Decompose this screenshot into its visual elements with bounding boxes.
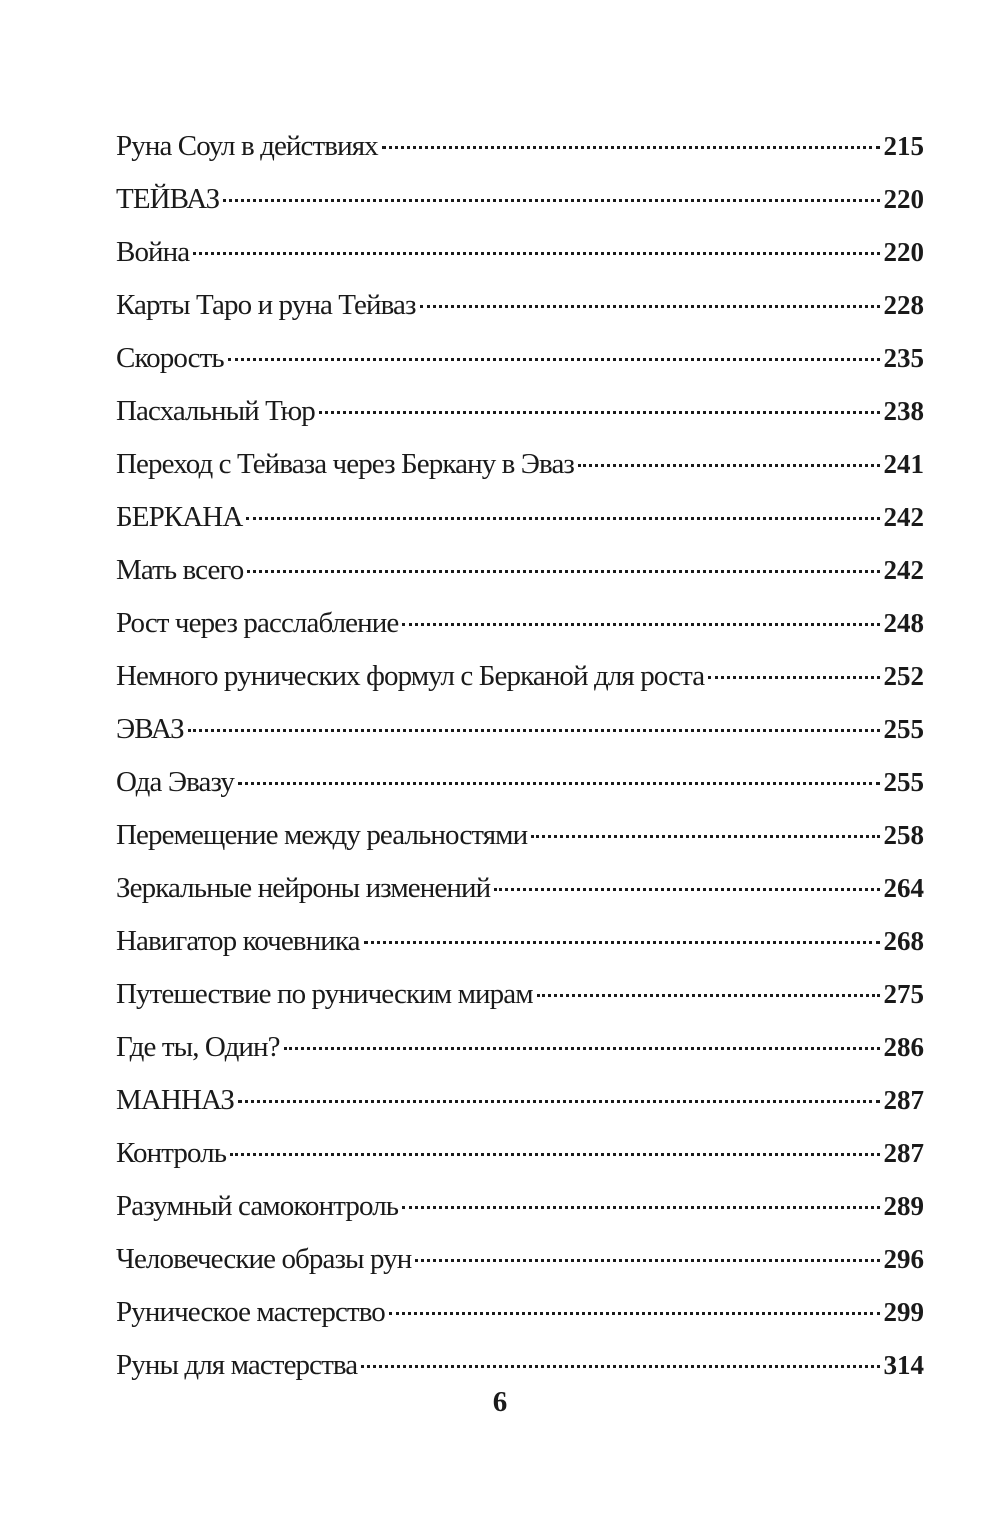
- toc-entry-page: 215: [883, 131, 924, 161]
- toc-entry-title: Где ты, Один?: [116, 1031, 280, 1063]
- toc-entry-title: Человеческие образы рун: [116, 1243, 412, 1275]
- dot-leader: [223, 199, 879, 202]
- toc-entry-page: 235: [883, 343, 924, 373]
- toc-entry-page: 241: [883, 449, 924, 479]
- toc-entry-title: Рост через расслабление: [116, 607, 399, 639]
- toc-entry: [116, 438, 924, 491]
- toc-entry-page: 275: [883, 979, 924, 1009]
- toc-entry-page: 228: [883, 290, 924, 320]
- toc-entry-title: Переход с Тейваза через Беркану в Эваз: [116, 448, 574, 480]
- toc-entry: [116, 862, 924, 915]
- toc-entry-page: 314: [883, 1350, 924, 1380]
- toc-entry-page: 289: [883, 1191, 924, 1221]
- toc-entry-title: Навигатор кочевника: [116, 925, 360, 957]
- toc-entry: [116, 120, 924, 173]
- toc-entry-title: ТЕЙВАЗ: [116, 183, 220, 215]
- toc-entry-title: Руны для мастерства: [116, 1349, 358, 1381]
- toc-entry: [116, 1180, 924, 1233]
- dot-leader: [361, 1365, 879, 1368]
- toc-entry-page: 258: [883, 820, 924, 850]
- toc-entry-page: 296: [883, 1244, 924, 1274]
- toc-entry: [116, 650, 924, 703]
- page-number: 6: [492, 1386, 508, 1418]
- toc-entry-title: ЭВАЗ: [116, 713, 184, 745]
- dot-leader: [578, 464, 880, 467]
- toc-entry-page: 238: [883, 396, 924, 426]
- dot-leader: [364, 941, 880, 944]
- dot-leader: [537, 994, 880, 997]
- toc-entry: [116, 968, 924, 1021]
- toc-entry-title: Скорость: [116, 342, 224, 374]
- dot-leader: [284, 1047, 880, 1050]
- toc-entry: [116, 597, 924, 650]
- toc-entry-title: Ода Эвазу: [116, 766, 235, 798]
- toc-entry-page: 299: [883, 1297, 924, 1327]
- toc-entry: [116, 1233, 924, 1286]
- toc-entry-page: 252: [883, 661, 924, 691]
- toc-entry: [116, 385, 924, 438]
- toc-entry-title: БЕРКАНА: [116, 501, 243, 533]
- toc-entry-page: 264: [883, 873, 924, 903]
- dot-leader: [238, 1100, 880, 1103]
- toc-entry-page: 287: [883, 1138, 924, 1168]
- toc-entry: [116, 1339, 924, 1392]
- toc-entry: [116, 809, 924, 862]
- dot-leader: [246, 517, 879, 520]
- toc-entry: [116, 173, 924, 226]
- toc-entry-title: Руническое мастерство: [116, 1296, 385, 1328]
- dot-leader: [531, 835, 879, 838]
- toc-entry-title: Контроль: [116, 1137, 227, 1169]
- dot-leader: [389, 1312, 880, 1315]
- dot-leader: [247, 570, 879, 573]
- dot-leader: [402, 1206, 879, 1209]
- toc-entry-page: 220: [883, 184, 924, 214]
- dot-leader: [188, 729, 880, 732]
- dot-leader: [708, 676, 879, 679]
- toc-entry-page: 242: [883, 555, 924, 585]
- toc-entry: [116, 1074, 924, 1127]
- toc-entry-title: Пасхальный Тюр: [116, 395, 315, 427]
- toc-entry-title: Разумный самоконтроль: [116, 1190, 399, 1222]
- toc-entry-page: 255: [883, 767, 924, 797]
- toc-entry-title: Путешествие по руническим мирам: [116, 978, 533, 1010]
- toc-entry-page: 220: [883, 237, 924, 267]
- dot-leader: [494, 888, 879, 891]
- toc-entry: [116, 332, 924, 385]
- dot-leader: [230, 1153, 879, 1156]
- toc-entry-page: 286: [883, 1032, 924, 1062]
- toc-entry: [116, 544, 924, 597]
- toc-entry-title: Немного рунических формул с Берканой для роста: [116, 660, 705, 692]
- toc-entry: [116, 491, 924, 544]
- table-of-contents: [116, 120, 924, 1392]
- toc-entry: [116, 1286, 924, 1339]
- dot-leader: [382, 146, 880, 149]
- toc-entry-title: Перемещение между реальностями: [116, 819, 528, 851]
- toc-entry: [116, 279, 924, 332]
- toc-entry-title: Руна Соул в действиях: [116, 130, 378, 162]
- toc-entry-page: 248: [883, 608, 924, 638]
- toc-entry-page: 255: [883, 714, 924, 744]
- dot-leader: [228, 358, 880, 361]
- toc-entry-title: Война: [116, 236, 190, 268]
- toc-entry-page: 242: [883, 502, 924, 532]
- toc-entry: [116, 915, 924, 968]
- toc-entry-title: Карты Таро и руна Тейваз: [116, 289, 416, 321]
- toc-entry-page: 287: [883, 1085, 924, 1115]
- toc-entry: [116, 1127, 924, 1180]
- toc-entry-title: Зеркальные нейроны изменений: [116, 872, 491, 904]
- dot-leader: [420, 305, 880, 308]
- toc-entry: [116, 703, 924, 756]
- dot-leader: [238, 782, 879, 785]
- toc-entry-title: МАННАЗ: [116, 1084, 234, 1116]
- dot-leader: [319, 411, 880, 414]
- toc-entry: [116, 1021, 924, 1074]
- toc-entry-title: Мать всего: [116, 554, 244, 586]
- toc-entry: [116, 226, 924, 279]
- toc-entry-page: 268: [883, 926, 924, 956]
- toc-entry: [116, 756, 924, 809]
- dot-leader: [193, 252, 879, 255]
- dot-leader: [402, 623, 879, 626]
- dot-leader: [415, 1259, 879, 1262]
